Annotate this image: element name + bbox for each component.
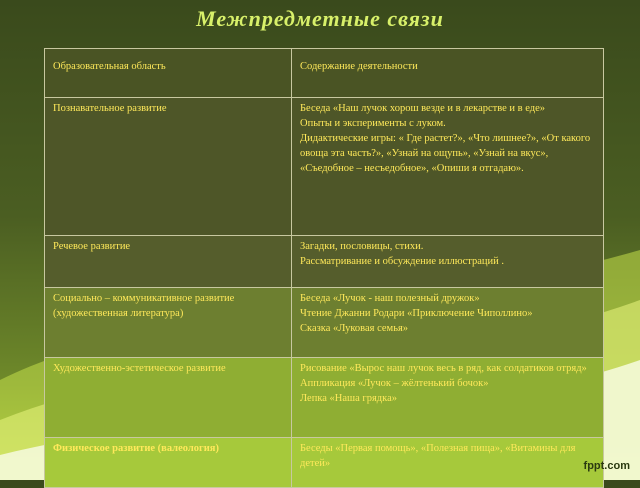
content-line: Чтение Джанни Родари «Приключение Чиполлино» (300, 308, 533, 319)
content-line: Дидактические игры: « Где растет?», «Что лишнее?», «От какого овоща эта часть?», «Узнай на ощупь», «Узнай на вкус», «Съедобное – несъедобное», «Опиши я отгадаю». (300, 133, 591, 174)
content-line: Беседа «Наш лучок хорош везде и в лекарстве и в еде» (300, 103, 546, 114)
page-title: Межпредметные связи (196, 6, 444, 31)
content-line: Сказка «Луковая семья» (300, 323, 409, 334)
content-line: Беседа «Лучок - наш полезный дружок» (300, 293, 480, 304)
content-line: Загадки, пословицы, стихи. (300, 241, 424, 252)
table-header-row (45, 49, 604, 98)
row-content (292, 288, 604, 358)
row-content (292, 438, 604, 488)
content-line: Аппликация «Лучок – жёлтенький бочок» (300, 378, 489, 389)
table-row (45, 358, 604, 438)
subject-links-table (44, 48, 604, 488)
table-row (45, 288, 604, 358)
row-area: Речевое развитие (45, 236, 292, 288)
content-line: Рассматривание и обсуждение иллюстраций . (300, 256, 504, 267)
row-content (292, 358, 604, 438)
row-area: Социально – коммуникативное развитие (художественная литература) (45, 288, 292, 358)
row-content (292, 98, 604, 236)
content-line: Рисование «Вырос наш лучок весь в ряд, как солдатиков отряд» (300, 363, 587, 374)
content-line: Беседы «Первая помощь», «Полезная пища», «Витамины для детей» (300, 443, 576, 469)
table-row (45, 98, 604, 236)
row-content (292, 236, 604, 288)
row-area: Познавательное развитие (45, 98, 292, 236)
header-area: Образовательная область (45, 49, 292, 98)
table-row (45, 236, 604, 288)
content-line: Опыты и эксперименты с луком. (300, 118, 446, 129)
row-area: Физическое развитие (валеология) (45, 438, 292, 488)
content-line: Лепка «Наша грядка» (300, 393, 398, 404)
table-row (45, 438, 604, 488)
row-area: Художественно-эстетическое развитие (45, 358, 292, 438)
fppt-logo: fppt.com (583, 460, 630, 472)
header-content: Содержание деятельности (292, 49, 604, 98)
